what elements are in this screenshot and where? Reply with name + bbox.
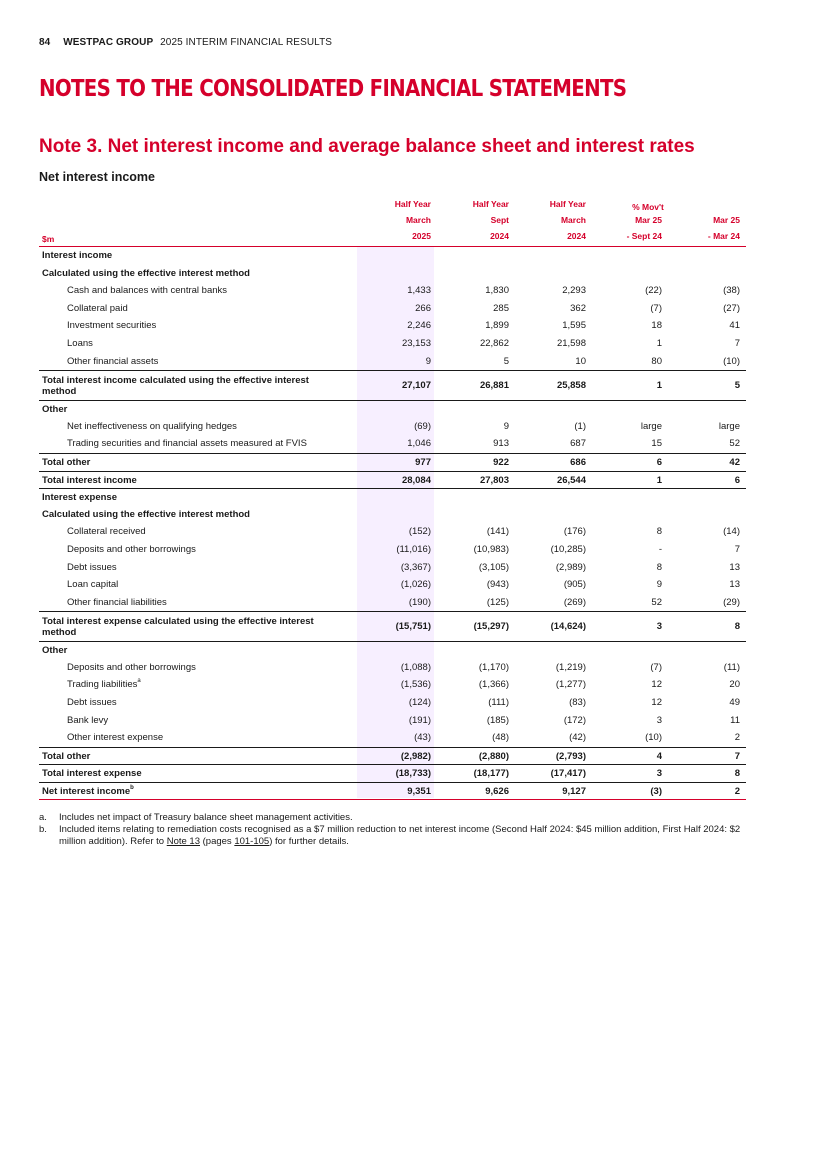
- table-row: [39, 641, 746, 659]
- row-label: Interest expense: [42, 492, 117, 504]
- footnote-marker: b: [130, 785, 134, 792]
- column-header: Half Year March 2024: [549, 199, 586, 241]
- cell-value: (3): [650, 786, 662, 798]
- table-subtitle: Net interest income: [39, 170, 156, 184]
- cell-value: 49: [729, 697, 740, 709]
- net-interest-income-table: [39, 196, 746, 800]
- table-row: [39, 764, 746, 782]
- row-label: Total interest income: [42, 474, 137, 486]
- row-label: Cash and balances with central banks: [67, 285, 228, 297]
- cell-value: (18,733): [395, 768, 431, 780]
- cell-value: 8: [656, 561, 662, 573]
- cell-value: 18: [651, 320, 662, 332]
- table-row: [39, 488, 746, 506]
- table-row: [39, 370, 746, 400]
- cell-value: 8: [734, 768, 740, 780]
- table-row: [39, 282, 746, 300]
- cell-value: 3: [656, 621, 662, 633]
- table-row: [39, 247, 746, 265]
- cell-value: (15,297): [473, 621, 509, 633]
- cell-value: 41: [729, 320, 740, 332]
- table-row: [39, 471, 746, 489]
- cell-value: (1,277): [555, 679, 586, 691]
- cell-value: 42: [729, 456, 740, 468]
- cell-value: 2: [734, 786, 740, 798]
- cell-value: (176): [563, 526, 586, 538]
- page-number: 84: [39, 37, 51, 48]
- row-label: Debt issues: [67, 697, 117, 709]
- cell-value: 3: [656, 714, 662, 726]
- footnotes: [39, 812, 751, 848]
- cell-value: 5: [503, 355, 509, 367]
- row-label: Other financial assets: [67, 355, 159, 367]
- cell-value: 9,351: [407, 786, 431, 798]
- cell-value: large: [718, 420, 740, 432]
- cell-value: (3,105): [478, 561, 509, 573]
- table-row: [39, 611, 746, 641]
- cell-value: (11): [723, 661, 740, 673]
- movement-header: % Mov't: [632, 202, 664, 212]
- cell-value: (43): [414, 732, 431, 744]
- cell-value: (1,219): [555, 661, 586, 673]
- unit-label: $m: [42, 234, 55, 244]
- row-label: Total other: [42, 750, 91, 762]
- cell-value: 7: [734, 337, 740, 349]
- cell-value: 13: [729, 579, 740, 591]
- row-label: Trading securities and financial assets measured at FVIS: [67, 438, 307, 450]
- cell-value: 2: [734, 732, 740, 744]
- cell-value: (10): [723, 355, 740, 367]
- footnote-a: a. Includes net impact of Treasury balance sheet management activities.: [39, 812, 353, 823]
- cell-value: 9,127: [562, 786, 586, 798]
- row-label: Interest income: [42, 250, 113, 261]
- table-row: [39, 400, 746, 418]
- cell-value: (269): [563, 596, 586, 608]
- cell-value: (152): [408, 526, 431, 538]
- cell-value: 7: [734, 750, 740, 762]
- note-13-link[interactable]: Note 13: [166, 836, 200, 847]
- cell-value: 12: [651, 697, 662, 709]
- pages-link[interactable]: 101-105: [234, 836, 270, 847]
- table-row: [39, 594, 746, 612]
- cell-value: 7: [734, 543, 740, 555]
- cell-value: 9,626: [485, 786, 509, 798]
- column-header: Mar 25 - Sept 24: [626, 215, 662, 241]
- table-row: [39, 300, 746, 318]
- cell-value: (1,366): [478, 679, 509, 691]
- cell-value: (905): [563, 579, 586, 591]
- row-label: Collateral received: [67, 526, 146, 538]
- row-label: Net interest income$^b$: [42, 785, 134, 798]
- cell-value: 80: [651, 355, 662, 367]
- cell-value: (2,880): [478, 750, 509, 762]
- cell-value: 27,803: [479, 474, 509, 486]
- cell-value: (15,751): [395, 621, 431, 633]
- cell-value: (125): [486, 596, 509, 608]
- row-label: Trading liabilities$^a$: [67, 678, 141, 691]
- cell-value: (1,170): [478, 661, 509, 673]
- table-row: [39, 712, 746, 730]
- table-row: [39, 747, 746, 765]
- row-label: Bank levy: [67, 714, 109, 726]
- cell-value: (185): [486, 714, 509, 726]
- cell-value: (27): [723, 302, 740, 314]
- cell-value: (69): [414, 420, 431, 432]
- cell-value: 3: [656, 768, 662, 780]
- cell-value: 6: [656, 456, 662, 468]
- cell-value: 266: [415, 302, 431, 314]
- row-label: Other financial liabilities: [67, 596, 167, 608]
- cell-value: (2,989): [555, 561, 586, 573]
- cell-value: (943): [486, 579, 509, 591]
- cell-value: (83): [569, 697, 586, 709]
- row-label: Debt issues: [67, 561, 117, 573]
- cell-value: 21,598: [556, 337, 586, 349]
- cell-value: 11: [730, 714, 740, 726]
- cell-value: (7): [650, 661, 662, 673]
- cell-value: 2,246: [407, 320, 431, 332]
- cell-value: 6: [734, 474, 740, 486]
- table-body: [39, 247, 746, 800]
- column-header: Mar 25 - Mar 24: [707, 215, 740, 241]
- row-label: Total interest income calculated using the effective interest method: [42, 375, 309, 398]
- cell-value: (111): [488, 697, 509, 709]
- table-row: [39, 541, 746, 559]
- cell-value: (48): [492, 732, 509, 744]
- cell-value: 9: [656, 579, 662, 591]
- cell-value: 913: [493, 438, 509, 450]
- cell-value: (14,624): [550, 621, 586, 633]
- cell-value: 285: [493, 302, 509, 314]
- row-label: Other: [42, 645, 68, 657]
- table-row: [39, 317, 746, 335]
- cell-value: (191): [408, 714, 431, 726]
- row-label: Collateral paid: [67, 302, 128, 314]
- cell-value: 1,433: [407, 285, 431, 297]
- row-label: Calculated using the effective interest method: [42, 267, 250, 279]
- cell-value: (42): [569, 732, 586, 744]
- cell-value: 20: [729, 679, 740, 691]
- cell-value: (2,982): [400, 750, 431, 762]
- cell-value: (10,285): [550, 543, 586, 555]
- cell-value: 27,107: [401, 380, 431, 392]
- cell-value: 4: [656, 750, 662, 762]
- cell-value: (1): [574, 420, 586, 432]
- column-header: Half Year Sept 2024: [472, 199, 509, 241]
- cell-value: 26,544: [556, 474, 586, 486]
- cell-value: (3,367): [400, 561, 431, 573]
- cell-value: 977: [415, 456, 431, 468]
- table-row: [39, 729, 746, 747]
- cell-value: -: [658, 543, 662, 555]
- table-row: [39, 335, 746, 353]
- cell-value: (18,177): [473, 768, 509, 780]
- row-label: Total interest expense calculated using the effective interest method: [42, 616, 314, 639]
- table-row: [39, 453, 746, 471]
- table-row: [39, 559, 746, 577]
- cell-value: 2,293: [562, 285, 586, 297]
- cell-value: 22,862: [479, 337, 509, 349]
- row-label: Total other: [42, 456, 91, 468]
- cell-value: (38): [723, 285, 740, 297]
- row-label: Deposits and other borrowings: [67, 543, 196, 555]
- cell-value: (1,088): [400, 661, 431, 673]
- cell-value: 1: [656, 474, 662, 486]
- row-label: Loans: [67, 337, 93, 349]
- table-row: [39, 523, 746, 541]
- cell-value: 1: [656, 380, 662, 392]
- cell-value: 52: [651, 596, 662, 608]
- cell-value: (1,026): [400, 579, 431, 591]
- cell-value: (172): [563, 714, 586, 726]
- cell-value: 13: [729, 561, 740, 573]
- cell-value: (22): [645, 285, 662, 297]
- row-label: Total interest expense: [42, 768, 142, 780]
- cell-value: (14): [723, 526, 740, 538]
- table-header: [39, 196, 746, 247]
- row-label: Other interest expense: [67, 732, 164, 744]
- cell-value: 922: [493, 456, 509, 468]
- table-row: [39, 694, 746, 712]
- table-row: [39, 435, 746, 453]
- cell-value: 12: [651, 679, 662, 691]
- cell-value: 23,153: [401, 337, 431, 349]
- note-title: Note 3. Net interest income and average balance sheet and interest rates: [39, 136, 695, 157]
- brand-name: WESTPAC GROUP: [63, 37, 154, 48]
- cell-value: (17,417): [550, 768, 586, 780]
- cell-value: (10): [645, 732, 662, 744]
- cell-value: 15: [651, 438, 662, 450]
- table-row: [39, 659, 746, 677]
- row-label: Investment securities: [67, 320, 157, 332]
- cell-value: (10,983): [473, 543, 509, 555]
- cell-value: 8: [656, 526, 662, 538]
- cell-value: (141): [486, 526, 509, 538]
- cell-value: 687: [570, 438, 586, 450]
- table-row: [39, 676, 746, 694]
- cell-value: 25,858: [556, 380, 586, 392]
- row-label: Loan capital: [67, 579, 119, 591]
- cell-value: (7): [650, 302, 662, 314]
- cell-value: large: [640, 420, 662, 432]
- column-header: Half Year March 2025: [394, 199, 431, 241]
- cell-value: 10: [575, 355, 586, 367]
- document-title: 2025 INTERIM FINANCIAL RESULTS: [160, 37, 333, 48]
- footnote-marker: a: [137, 678, 141, 685]
- cell-value: 28,084: [401, 474, 431, 486]
- row-label: Calculated using the effective interest method: [42, 508, 250, 520]
- cell-value: (1,536): [400, 679, 431, 691]
- footnote-b: b. Included items relating to remediation costs recognised as a $7 million reduction to net interest income (Second Half 2024: $45 million addition, First Half 2024: $2 million addition). Refer to Note 13 (pages 101-105) for further details.: [39, 824, 741, 847]
- cell-value: 26,881: [479, 380, 509, 392]
- cell-value: 1,899: [485, 320, 509, 332]
- cell-value: (190): [408, 596, 431, 608]
- cell-value: 362: [570, 302, 586, 314]
- table-row: [39, 576, 746, 594]
- cell-value: 8: [734, 621, 740, 633]
- row-label: Net ineffectiveness on qualifying hedges: [67, 420, 237, 432]
- cell-value: (2,793): [555, 750, 586, 762]
- table-row: [39, 506, 746, 524]
- row-label: Deposits and other borrowings: [67, 661, 196, 673]
- cell-value: (29): [723, 596, 740, 608]
- cell-value: 1: [656, 337, 662, 349]
- cell-value: 1,595: [562, 320, 586, 332]
- cell-value: 9: [503, 420, 509, 432]
- cell-value: (11,016): [396, 543, 431, 555]
- row-label: Other: [42, 404, 68, 416]
- cell-value: (124): [408, 697, 431, 709]
- page-header: [39, 37, 332, 48]
- section-title: NOTES TO THE CONSOLIDATED FINANCIAL STATEMENTS: [39, 76, 627, 102]
- table-row: [39, 353, 746, 371]
- cell-value: 686: [570, 456, 586, 468]
- cell-value: 52: [729, 438, 740, 450]
- table-row: [39, 782, 746, 800]
- cell-value: 1,830: [485, 285, 509, 297]
- cell-value: 9: [425, 355, 431, 367]
- table-row: [39, 418, 746, 436]
- table-row: [39, 265, 746, 283]
- cell-value: 5: [734, 380, 740, 392]
- cell-value: 1,046: [407, 438, 431, 450]
